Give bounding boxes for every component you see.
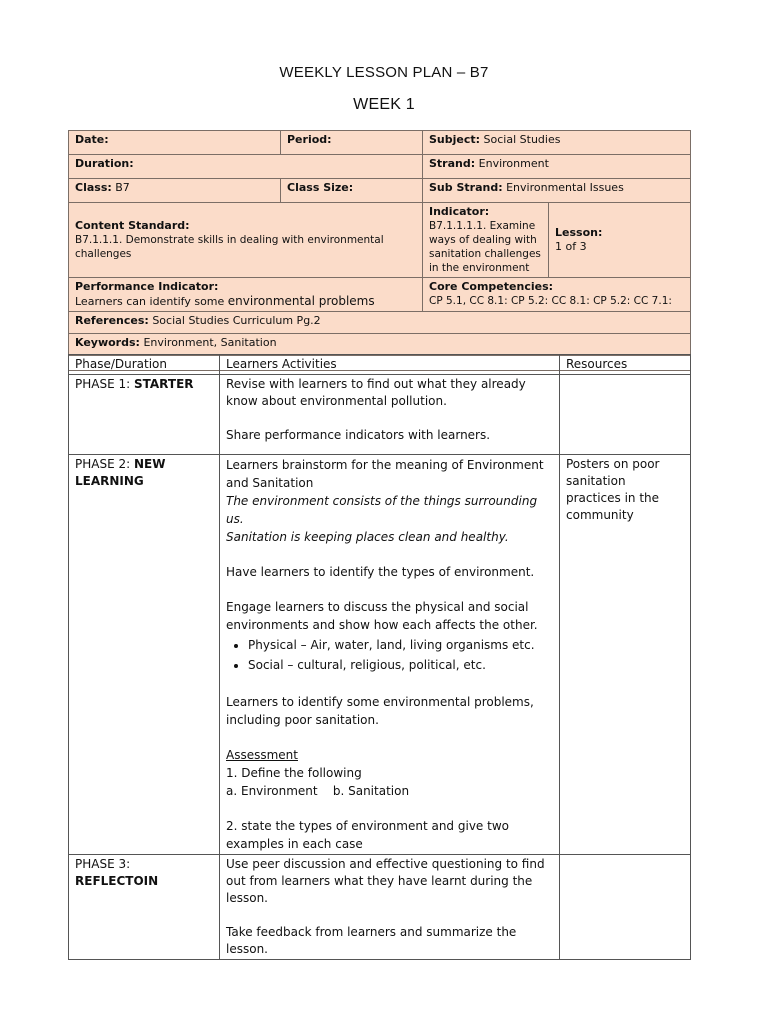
phase-column-header: Phase/Duration xyxy=(69,355,220,375)
phase1-activities: Revise with learners to find out what they already know about environmental pollution. Share performance indicators with learners. xyxy=(220,375,560,455)
phase1-resources xyxy=(560,375,691,455)
period-cell: Period: xyxy=(281,131,423,155)
list-item: • Physical – Air, water, land, living organisms etc. xyxy=(248,636,553,654)
phase1-label: PHASE 1: STARTER xyxy=(69,375,220,455)
phase3-activities: Use peer discussion and effective questioning to find out from learners what they have learnt during the lesson. Take feedback from learners and summarize the lesson. xyxy=(220,855,560,960)
phase3-label: PHASE 3: REFLECTOIN xyxy=(69,855,220,960)
duration-cell: Duration: xyxy=(69,155,423,179)
keywords-cell: Keywords: Environment, Sanitation xyxy=(69,334,691,356)
phase3-row xyxy=(69,855,691,960)
sub-strand-cell: Sub Strand: Environmental Issues xyxy=(423,179,691,203)
lesson-phases-table xyxy=(68,354,691,960)
week-heading: WEEK 1 xyxy=(353,96,415,113)
class-cell: Class: B7 xyxy=(69,179,281,203)
activities-column-header: Learners Activities xyxy=(220,355,560,375)
lesson-header-table xyxy=(68,130,691,371)
phase2-activities: Learners brainstorm for the meaning of Environment and Sanitation The environment consists of the things surrounding us. Sanitation is keeping places clean and healthy. Have learners to identify the types of environment. Engage learners to discuss the physical and social environments and show how each affects the other. • Physical – Air, water, land, living organisms etc. • Social – cultural, religious, political, etc. Learners to identify some environmental problems, including poor sanitation. Assessment 1. Define the following a. Environment b. Sanitation 2. state the types of environment and give two examples in each case xyxy=(220,455,560,855)
strand-cell: Strand: Environment xyxy=(423,155,691,179)
content-standard-cell: Content Standard: B7.1.1.1. Demonstrate skills in dealing with environmental challenges xyxy=(69,203,423,278)
class-size-cell: Class Size: xyxy=(281,179,423,203)
environment-types-list xyxy=(226,636,553,674)
phase2-label: PHASE 2: NEW LEARNING xyxy=(69,455,220,855)
references-cell: References: Social Studies Curriculum Pg.2 xyxy=(69,312,691,334)
resources-column-header: Resources xyxy=(560,355,691,375)
subject-cell: Subject: Social Studies xyxy=(423,131,691,155)
phase2-row xyxy=(69,455,691,855)
lesson-cell: Lesson: 1 of 3 xyxy=(549,203,691,278)
assessment-heading: Assessment xyxy=(226,748,298,762)
phase3-resources xyxy=(560,855,691,960)
performance-indicator-cell: Performance Indicator: Learners can identify some environmental problems xyxy=(69,278,423,312)
list-item: • Social – cultural, religious, political, etc. xyxy=(248,656,553,674)
document-title: WEEKLY LESSON PLAN – B7 xyxy=(279,64,489,81)
indicator-cell: Indicator: B7.1.1.1.1. Examine ways of dealing with sanitation challenges in the environment xyxy=(423,203,549,278)
phase2-resources: Posters on poor sanitation practices in the community xyxy=(560,455,691,855)
phase1-row xyxy=(69,375,691,455)
date-cell: Date: xyxy=(69,131,281,155)
core-competencies-cell: Core Competencies: CP 5.1, CC 8.1: CP 5.2: CC 8.1: CP 5.2: CC 7.1: xyxy=(423,278,691,312)
